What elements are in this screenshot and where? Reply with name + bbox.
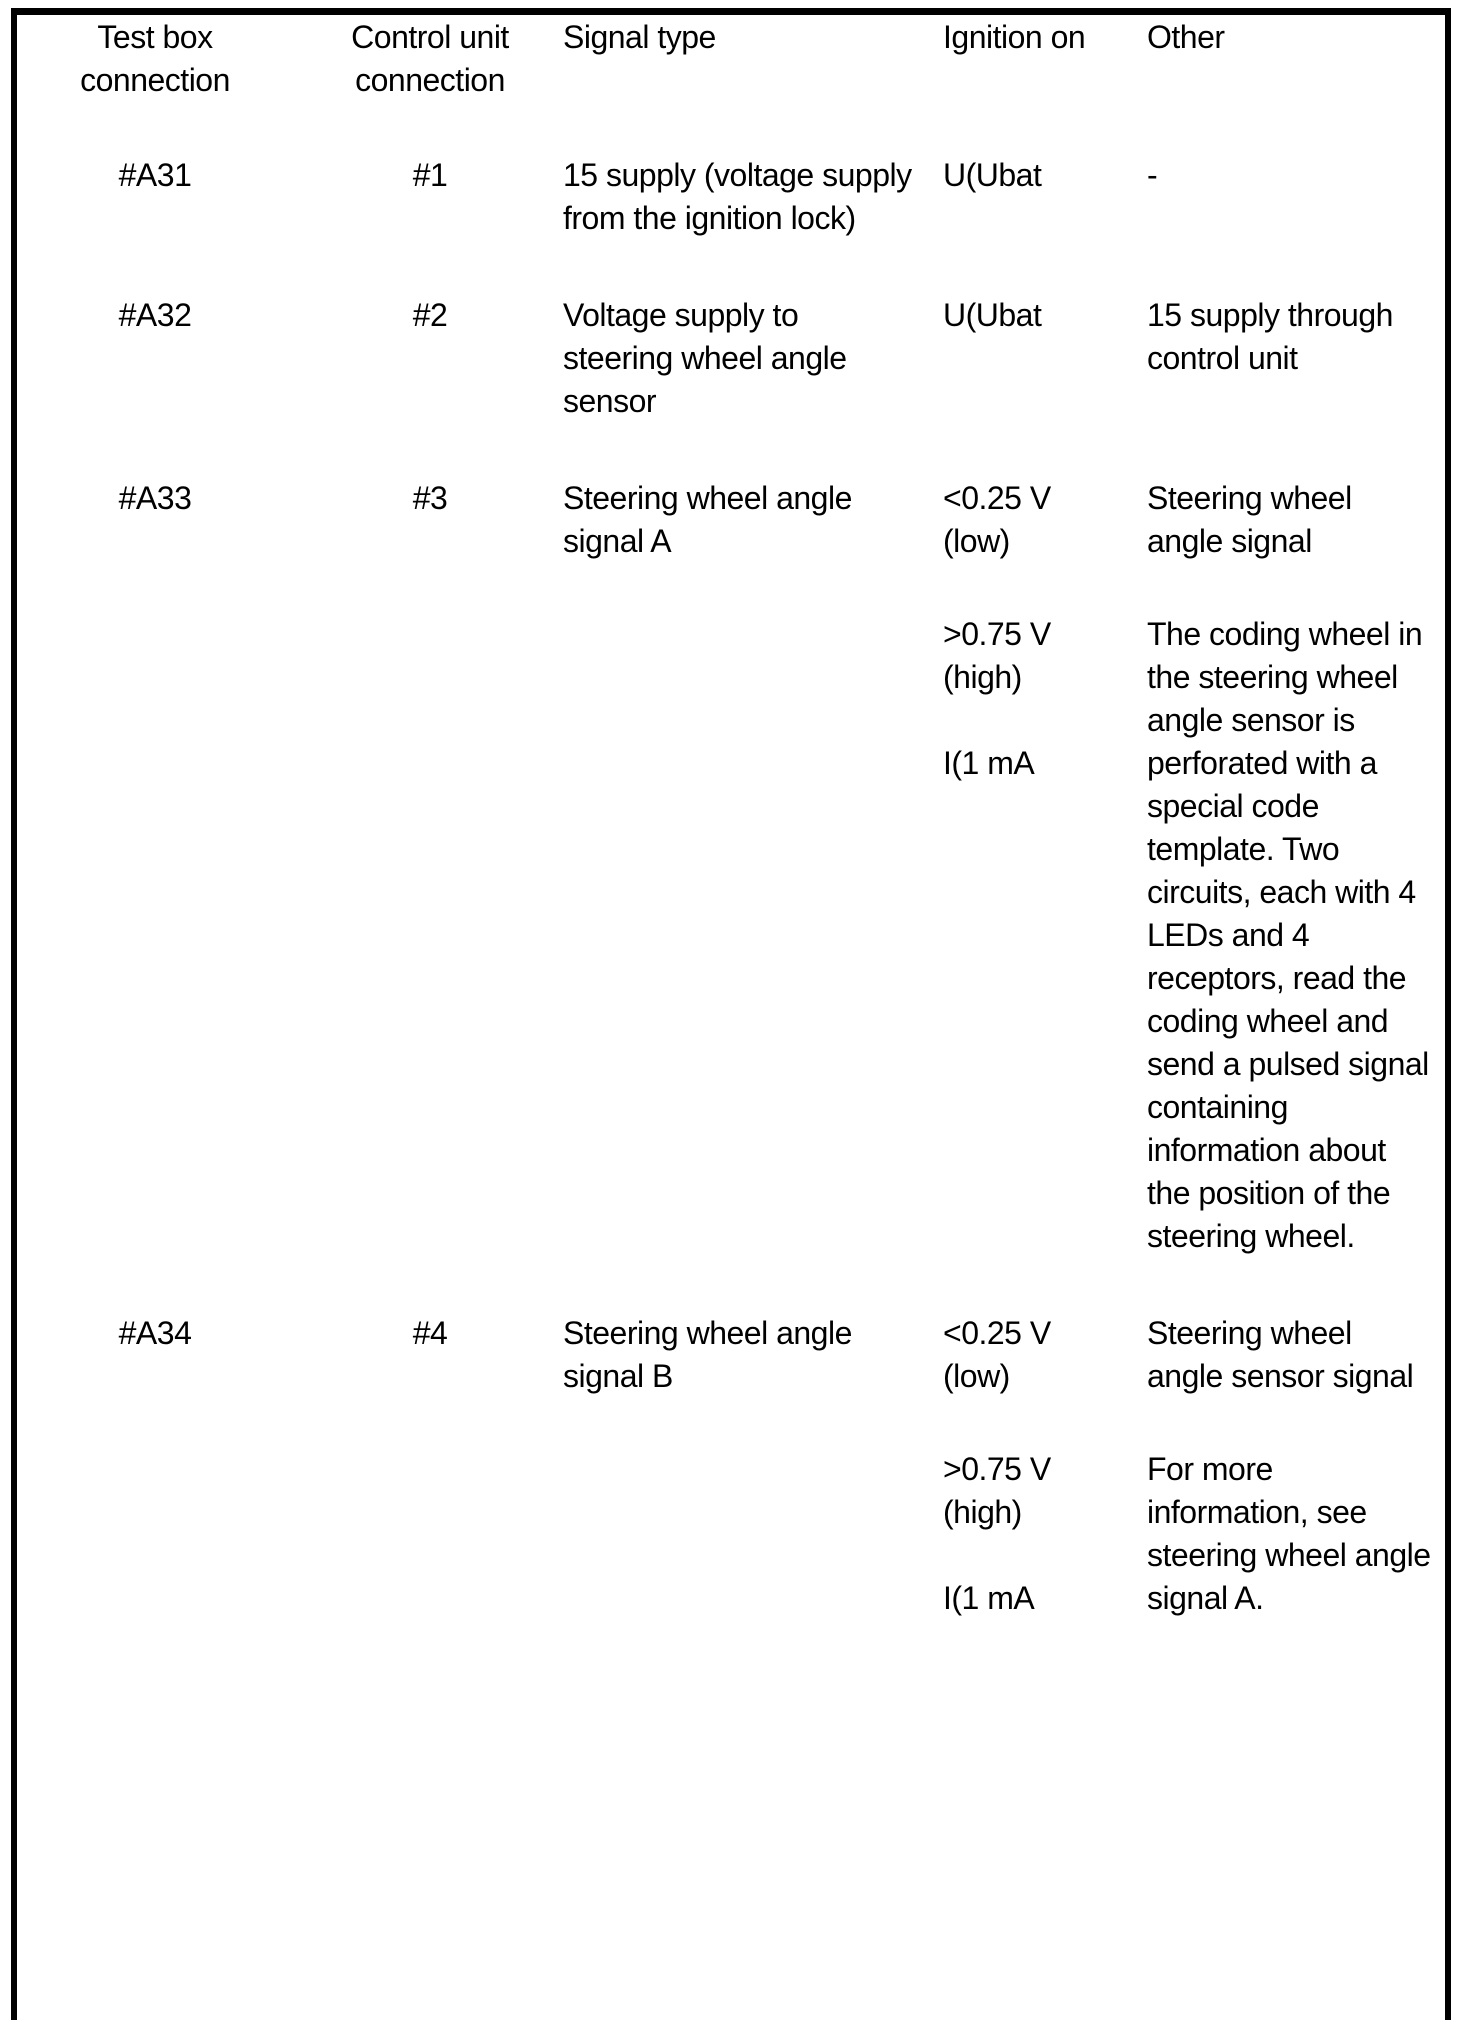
row-a33-other-line7: special code [1147, 788, 1319, 824]
row-a32-other-line1: 15 supply through [1147, 297, 1393, 333]
row-a33-test-box: #A33 [118, 480, 192, 516]
row-a34-test-box: #A34 [118, 1315, 192, 1351]
row-a33-other-line8: template. Two [1147, 831, 1340, 867]
header-signal-type: Signal type [563, 19, 716, 55]
row-a33-other-line6: perforated with a [1147, 745, 1377, 781]
row-a34-ignition-low-value: <0.25 V [943, 1315, 1051, 1351]
row-a32-other-line2: control unit [1147, 340, 1298, 376]
row-a31-other: - [1147, 157, 1158, 193]
row-a33-other-line11: receptors, read the [1147, 960, 1407, 996]
row-a34-signal-line1: Steering wheel angle [563, 1315, 852, 1351]
row-a33-other-line13: send a pulsed signal [1147, 1046, 1429, 1082]
row-a33-other-line1: Steering wheel [1147, 480, 1352, 516]
row-a33-signal-line2: signal A [563, 523, 672, 559]
row-a33-other-line3: The coding wheel in [1147, 616, 1423, 652]
row-a33-other-line17: steering wheel. [1147, 1218, 1355, 1254]
row-a34-other-line6: signal A. [1147, 1580, 1264, 1616]
row-a33-other-line4: the steering wheel [1147, 659, 1398, 695]
row-a33-other-line5: angle sensor is [1147, 702, 1355, 738]
row-a34-ignition-current: I(1 mA [943, 1580, 1035, 1616]
row-a31-ignition: U(Ubat [943, 157, 1042, 193]
row-a34-ignition-high-value: >0.75 V [943, 1451, 1051, 1487]
header-test-box-connection-line1: Test box [97, 19, 213, 55]
table-frame-left-border [11, 8, 17, 2020]
row-a31-signal-line1: 15 supply (voltage supply [563, 157, 912, 193]
header-test-box-connection-line2: connection [80, 62, 230, 98]
row-a33-other-line15: information about [1147, 1132, 1386, 1168]
row-a31-test-box: #A31 [118, 157, 192, 193]
header-other: Other [1147, 19, 1225, 55]
row-a34-other-line4: information, see [1147, 1494, 1367, 1530]
row-a31-signal-line2: from the ignition lock) [563, 200, 856, 236]
row-a31-control-unit: #1 [412, 157, 448, 193]
row-a33-other-line10: LEDs and 4 [1147, 917, 1310, 953]
row-a32-signal-line2: steering wheel angle [563, 340, 847, 376]
row-a33-ignition-current: I(1 mA [943, 745, 1035, 781]
row-a34-other-line2: angle sensor signal [1147, 1358, 1414, 1394]
row-a32-ignition: U(Ubat [943, 297, 1042, 333]
row-a34-other-line1: Steering wheel [1147, 1315, 1352, 1351]
row-a34-control-unit: #4 [412, 1315, 448, 1351]
table-frame-right-border [1445, 8, 1451, 2020]
row-a34-other-line3: For more [1147, 1451, 1273, 1487]
row-a33-other-line14: containing [1147, 1089, 1288, 1125]
row-a33-signal-line1: Steering wheel angle [563, 480, 852, 516]
row-a34-ignition-high-label: (high) [943, 1494, 1022, 1530]
row-a33-other-line12: coding wheel and [1147, 1003, 1389, 1039]
row-a34-other-line5: steering wheel angle [1147, 1537, 1431, 1573]
table-frame-top-border [11, 8, 1451, 15]
header-control-unit-connection-line1: Control unit [351, 19, 509, 55]
row-a32-signal-line3: sensor [563, 383, 657, 419]
row-a33-other-line2: angle signal [1147, 523, 1312, 559]
row-a32-signal-line1: Voltage supply to [563, 297, 799, 333]
header-ignition-on: Ignition on [943, 19, 1086, 55]
row-a33-ignition-low-value: <0.25 V [943, 480, 1051, 516]
row-a34-ignition-low-label: (low) [943, 1358, 1010, 1394]
row-a33-control-unit: #3 [412, 480, 448, 516]
row-a33-other-line9: circuits, each with 4 [1147, 874, 1416, 910]
row-a33-ignition-low-label: (low) [943, 523, 1010, 559]
row-a34-signal-line2: signal B [563, 1358, 673, 1394]
header-control-unit-connection-line2: connection [355, 62, 505, 98]
row-a33-other-line16: the position of the [1147, 1175, 1391, 1211]
row-a33-ignition-high-value: >0.75 V [943, 616, 1051, 652]
row-a33-ignition-high-label: (high) [943, 659, 1022, 695]
row-a32-control-unit: #2 [412, 297, 448, 333]
row-a32-test-box: #A32 [118, 297, 192, 333]
